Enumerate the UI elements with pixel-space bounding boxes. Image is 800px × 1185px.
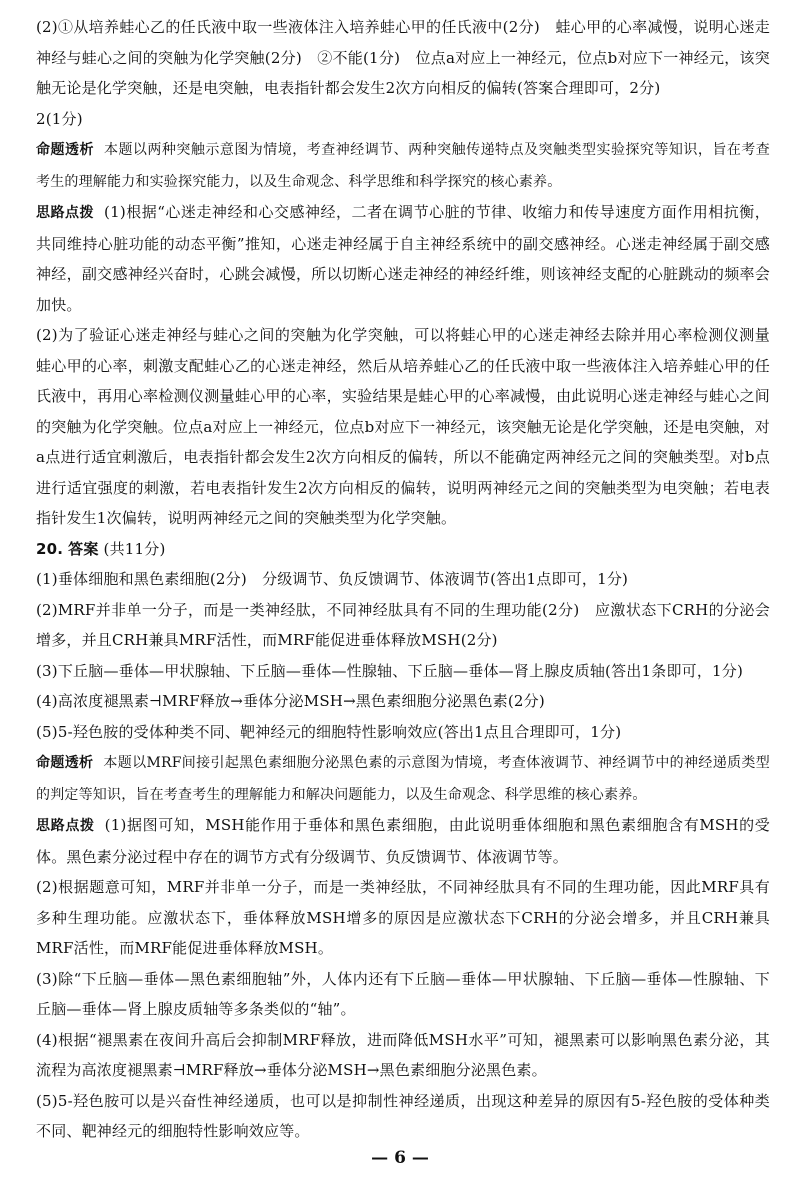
tips-text: (1)据图可知，MSH能作用于垂体和黑色素细胞，由此说明垂体细胞和黑色素细胞含有MSH的受体。黑色素分泌过程中存在的调节方式有分级调节、负反馈调节、体液调节等。 <box>36 816 770 866</box>
insight-label: 命题透析 <box>36 142 94 158</box>
q19-part2-answer: (2)①从培养蛙心乙的任氏液中取一些液体注入培养蛙心甲的任氏液中(2分) 蛙心甲的心率减慢，说明心迷走神经与蛙心之间的突触为化学突触(2分) ②不能(1分) 位点a对应上一神经元，位点b对应下一神经元，该突触无论是化学突触，还是电突触，电表指针都会发生2次方向相反的偏转(答案合理即可，2分) <box>36 18 770 97</box>
q19-tips-2: (2)为了验证心迷走神经与蛙心之间的突触为化学突触，可以将蛙心甲的心迷走神经去除并用心率检测仪测量蛙心甲的心率，刺激支配蛙心乙的心迷走神经，然后从培养蛙心乙的任氏液中取一些液体注入培养蛙心甲的任氏液中，再用心率检测仪测量蛙心甲的心率，实验结果是蛙心甲的心率减慢，由此说明心迷走神经与蛙心之间的突触为化学突触。位点a对应上一神经元，位点b对应下一神经元，该突触无论是化学突触，还是电突触，对a点进行适宜刺激后，电表指针都会发生2次方向相反的偏转，所以不能确定两神经元之间的突触类型。对b点进行适宜强度的刺激，若电表指针发生2次方向相反的偏转，说明两神经元之间的突触类型为电突触；若电表指针发生1次偏转，说明两神经元之间的突触类型为化学突触。 <box>36 326 770 527</box>
q20-tips-1 <box>36 810 770 872</box>
q20-tips-2: (2)根据题意可知，MRF并非单一分子，而是一类神经肽，不同神经肽具有不同的生理功能，因此MRF具有多种生理功能。应激状态下，垂体释放MSH增多的原因是应激状态下CRH的分泌会增多，并且CRH兼具MRF活性，而MRF能促进垂体释放MSH。 <box>36 878 770 957</box>
q20-tips-4: (4)根据“褪黑素在夜间升高后会抑制MRF释放，进而降低MSH水平”可知，褪黑素可以影响黑色素分泌，其流程为高浓度褪黑素⊣MRF释放→垂体分泌MSH→黑色素细胞分泌黑色素。 <box>36 1030 770 1079</box>
q20-answer-3: (3)下丘脑—垂体—甲状腺轴、下丘脑—垂体—性腺轴、下丘脑—垂体—肾上腺皮质轴(答出1条即可，1分) <box>36 661 744 680</box>
q20-tips-5: (5)5-羟色胺可以是兴奋性神经递质，也可以是抑制性神经递质，出现这种差异的原因有5-羟色胺的受体种类不同、靶神经元的细胞特性影响效应等。 <box>36 1091 770 1140</box>
page-number: — 6 — <box>371 1148 429 1168</box>
q20-answer-2: (2)MRF并非单一分子，而是一类神经肽，不同神经肽具有不同的生理功能(2分) 应激状态下CRH的分泌会增多，并且CRH兼具MRF活性，而MRF能促进垂体释放MSH(2分) <box>36 600 770 649</box>
q20-answer-1: (1)垂体细胞和黑色素细胞(2分) 分级调节、负反馈调节、体液调节(答出1点即可，1分) <box>36 570 629 588</box>
q20-answer-5: (5)5-羟色胺的受体种类不同、靶神经元的细胞特性影响效应(答出1点且合理即可，1分) <box>36 722 622 741</box>
insight-label: 命题透析 <box>36 755 94 771</box>
question-number: 20. <box>36 539 64 558</box>
q20-header <box>36 534 770 565</box>
tips-text: (1)根据“心迷走神经和心交感神经，二者在调节心脏的节律、收缩力和传导速度方面作用相抗衡，共同维持心脏功能的动态平衡”推知，心迷走神经属于自主神经系统中的副交感神经。心迷走神经属于副交感神经，副交感神经兴奋时，心跳会减慢，所以切断心迷走神经的神经纤维，则该神经支配的心脏跳动的频率会加快。 <box>36 203 770 314</box>
q20-answer-4: (4)高浓度褪黑素⊣MRF释放→垂体分泌MSH→黑色素细胞分泌黑色素(2分) <box>36 692 545 710</box>
tips-label: 思路点拨 <box>36 205 95 221</box>
answer-label: 答案 <box>68 539 99 558</box>
q19-tips-1 <box>36 197 770 320</box>
tips-label: 思路点拨 <box>36 818 95 834</box>
q20-tips-3: (3)除“下丘脑—垂体—黑色素细胞轴”外，人体内还有下丘脑—垂体—甲状腺轴、下丘脑—垂体—性腺轴、下丘脑—垂体—肾上腺皮质轴等多条类似的“轴”。 <box>36 969 770 1018</box>
score-text: (共11分) <box>103 539 166 558</box>
insight-text: 本题以MRF间接引起黑色素细胞分泌黑色素的示意图为情境，考查体液调节、神经调节中的神经递质类型的判定等知识，旨在考查考生的理解能力和解决问题能力，以及生命观念、科学思维的核心素养。 <box>36 755 770 803</box>
insight-text: 本题以两种突触示意图为情境，考查神经调节、两种突触传递特点及突触类型实验探究等知识，旨在考查考生的理解能力和实验探究能力，以及生命观念、科学思维和科学探究的核心素养。 <box>36 142 770 190</box>
q20-insight <box>36 747 770 810</box>
q19-part2-extra: 2(1分) <box>36 109 83 128</box>
q19-insight <box>36 134 770 197</box>
